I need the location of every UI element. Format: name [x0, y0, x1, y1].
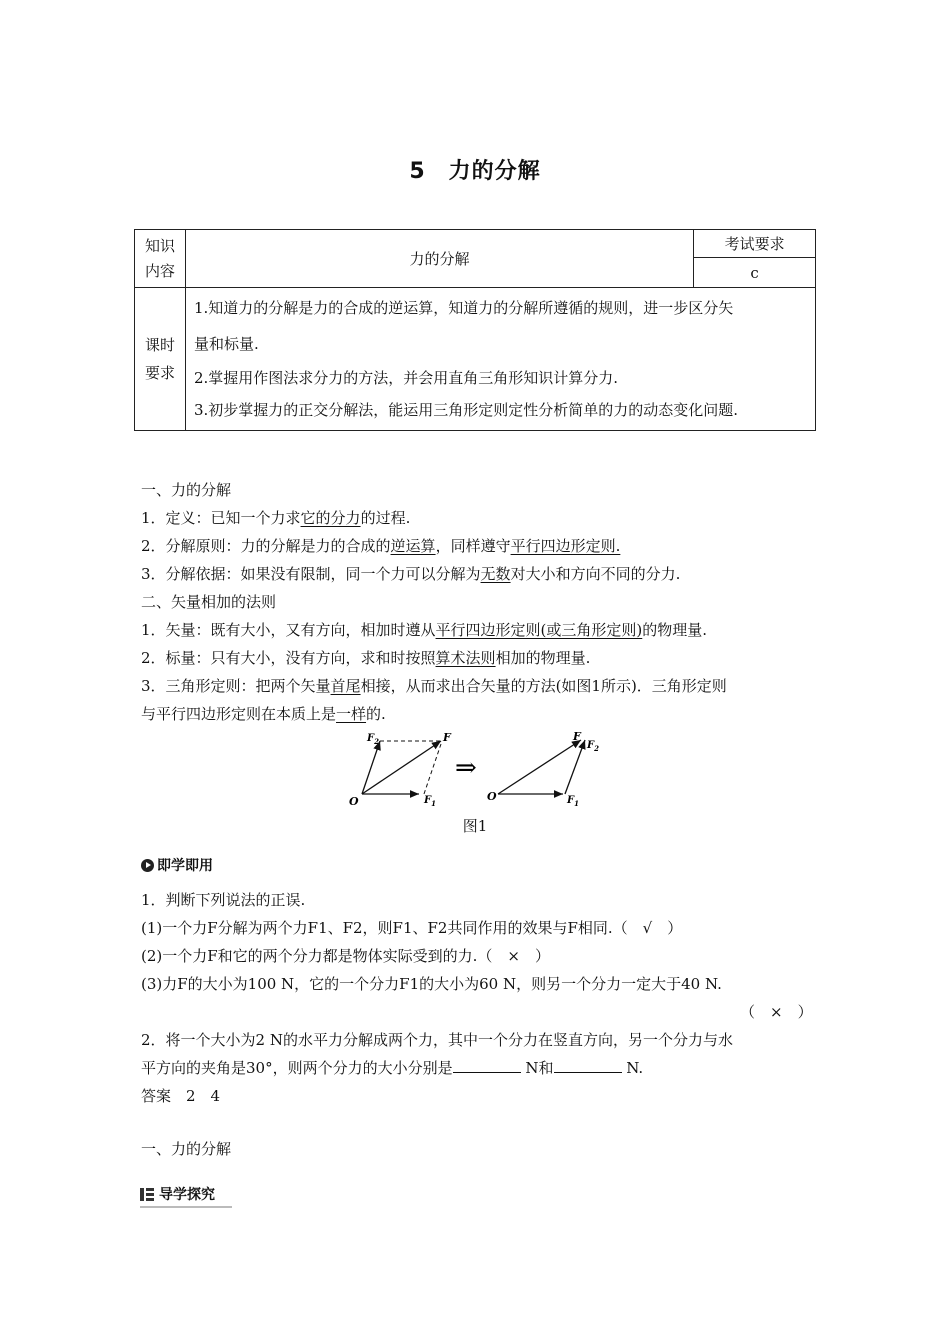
- dashed-right: [424, 744, 441, 794]
- label-period: 课时要求: [135, 288, 186, 431]
- scalar-line: 2．标量：只有大小，没有方向，求和时按照算术法则相加的物理量.: [141, 649, 591, 667]
- figure-1-caption: 图1: [462, 817, 488, 835]
- basis-line: 3．分解依据：如果没有限制，同一个力可以分解为无数对大小和方向不同的分力.: [141, 565, 681, 583]
- triangle-rule-line: 3．三角形定则：把两个矢量首尾相接，从而求出合矢量的方法(如图1所示)．三角形定则: [141, 677, 727, 695]
- label-f-right: F: [573, 730, 581, 743]
- question-2-line-1: 2．将一个大小为2 N的水平力分解成两个力，其中一个分力在竖直方向，另一个分力与水: [141, 1031, 733, 1049]
- section-heading-vector-rules: 二、矢量相加的法则: [141, 593, 277, 611]
- vector-f2-left: [362, 741, 380, 794]
- practice-heading: 即学即用: [141, 855, 213, 875]
- label-f1-right: $F_1$: [567, 795, 579, 808]
- label-f1-left: $F_1$: [424, 795, 436, 808]
- topic-cell: 力的分解: [185, 230, 693, 288]
- question-2-line-2: 平方向的夹角是30°，则两个分力的大小分别是 N和 N.: [141, 1059, 644, 1077]
- page-title: 5 力的分解: [409, 159, 541, 184]
- label-o-left: O: [349, 795, 359, 808]
- vector-line: 1．矢量：既有大小，又有方向，相加时遵从平行四边形定则(或三角形定则)的物理量.: [141, 621, 708, 639]
- principle-line: 2．分解原则：力的分解是力的合成的逆运算，同样遵守平行四边形定则.: [141, 537, 621, 555]
- answer-blank-2[interactable]: [554, 1058, 622, 1073]
- label-o-right: O: [487, 790, 497, 803]
- judgement-question: 1．判断下列说法的正误.: [141, 891, 306, 909]
- label-knowledge: 知识内容: [135, 230, 186, 288]
- list-icon: [140, 1188, 154, 1201]
- period-requirements: [185, 288, 815, 431]
- implies-arrow: ⇒: [455, 753, 477, 783]
- definition-line: 1．定义：已知一个力求它的分力的过程.: [141, 509, 411, 527]
- req-1b: 量和标量.: [193, 335, 259, 353]
- section-heading-decomposition-2: 一、力的分解: [141, 1140, 232, 1158]
- judgement-item-1: (1)一个力F分解为两个力F1、F2，则F1、F2共同作用的效果与F相同.（ √ ）: [141, 919, 683, 937]
- exam-level: c: [694, 258, 816, 288]
- req-2: 2.掌握用作图法求分力的方法，并会用直角三角形知识计算分力.: [193, 369, 619, 387]
- label-f2-left: $F_2$: [367, 733, 379, 746]
- exam-header: 考试要求: [694, 230, 816, 258]
- label-f2-right: $F_2$: [587, 740, 599, 753]
- req-3: 3.初步掌握力的正交分解法，能运用三角形定则定性分析简单的力的动态变化问题.: [193, 401, 739, 419]
- figure-1-diagram: [345, 728, 615, 813]
- play-icon: [141, 859, 154, 872]
- req-1: 1.知道力的分解是力的合成的逆运算，知道力的分解所遵循的规则，进一步区分矢: [193, 299, 734, 317]
- requirements-table: [134, 229, 816, 431]
- vector-f-left: [362, 741, 441, 794]
- answer-line: 答案 2 4: [141, 1087, 221, 1105]
- section-heading-decomposition: 一、力的分解: [141, 481, 232, 499]
- judgement-item-2: (2)一个力F和它的两个分力都是物体实际受到的力.（ × ）: [141, 947, 550, 965]
- judgement-item-3-mark: （ × ）: [740, 1003, 813, 1021]
- guide-heading: 导学探究: [140, 1184, 232, 1208]
- judgement-item-3: (3)力F的大小为100 N，它的一个分力F1的大小为60 N，则另一个分力一定大于40 N.: [141, 975, 722, 993]
- answer-blank-1[interactable]: [453, 1058, 521, 1073]
- label-f-left: F: [443, 731, 451, 744]
- triangle-rule-line-2: 与平行四边形定则在本质上是一样的.: [141, 705, 386, 723]
